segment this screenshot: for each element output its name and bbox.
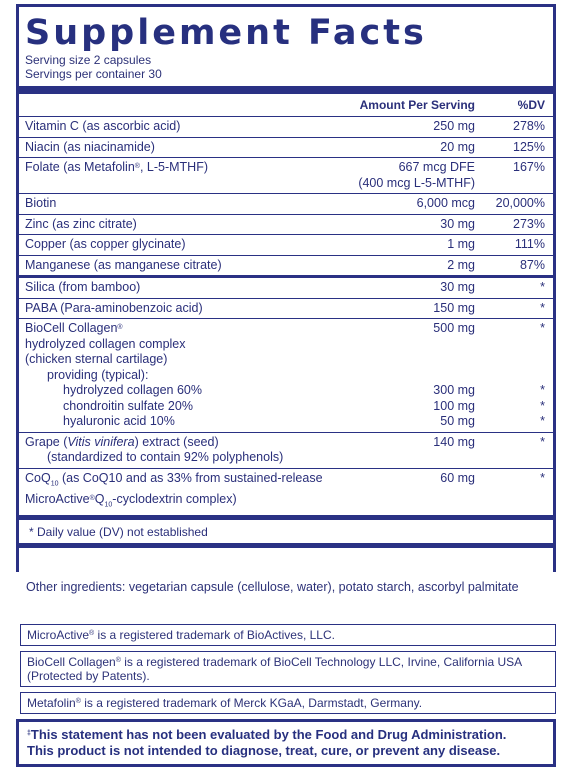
dv-footnote: * Daily value (DV) not established bbox=[29, 524, 208, 539]
table-row: Manganese (as manganese citrate) 2 mg 87% bbox=[25, 257, 545, 272]
table-header bbox=[19, 94, 553, 117]
supplement-facts-panel bbox=[16, 4, 556, 572]
other-ingredients: Other ingredients: vegetarian capsule (cellulose, water), potato starch, ascorbyl palmitate bbox=[26, 580, 519, 594]
table-row: Niacin (as niacinamide) 20 mg 125% bbox=[19, 138, 553, 159]
table-row: Vitamin C (as ascorbic acid) 250 mg 278% bbox=[19, 117, 553, 138]
header-amount: Amount Per Serving bbox=[359, 98, 475, 112]
table-row-biocell: BioCell Collagen® hydrolyzed collagen complex (chicken sternal cartilage) providing (typical): hydrolyzed collagen 60% chondroitin sulfate 20% hyaluronic acid 10% 500 mg 300 mg 100 mg 50 mg * * * * bbox=[19, 319, 553, 433]
divider-thick bbox=[19, 86, 553, 94]
divider-panel-end bbox=[19, 543, 553, 548]
trademark-microactive: MicroActive® is a registered trademark of BioActives, LLC. bbox=[20, 624, 556, 646]
table-row-grape: Grape (Vitis vinifera) extract (seed) (standardized to contain 92% polyphenols) 140 mg * bbox=[19, 433, 553, 469]
table-row-coq10: CoQ$_{10}$ (as CoQ10 and as 33% from sustained-release $MicroActive®Q_{10}$-cyclodextrin complex) 60 mg * bbox=[25, 470, 545, 508]
table-row: Folate (as Metafolin®, L-5-MTHF) 667 mcg DFE (400 mcg L-5-MTHF) 167% bbox=[19, 158, 553, 194]
table-row: Silica (from bamboo) 30 mg * bbox=[19, 278, 553, 299]
fda-disclaimer: ‡This statement has not been evaluated by the Food and Drug Administration. This product is not intended to diagnose, treat, cure, or prevent any disease. bbox=[16, 719, 556, 767]
servings-per-container: Servings per container 30 bbox=[25, 67, 162, 81]
panel-title: Supplement Facts bbox=[25, 13, 427, 53]
table-row: PABA (Para-aminobenzoic acid) 150 mg * bbox=[19, 299, 553, 320]
trademark-biocell: BioCell Collagen® is a registered trademark of BioCell Technology LLC, Irvine, California USA (Protected by Patents). bbox=[20, 651, 556, 687]
table-row: Copper (as copper glycinate) 1 mg 111% bbox=[19, 235, 553, 256]
header-dv: %DV bbox=[517, 98, 545, 112]
table-row: Biotin 6,000 mcg 20,000% bbox=[19, 194, 553, 215]
table-row: Zinc (as zinc citrate) 30 mg 273% bbox=[19, 215, 553, 236]
trademark-metafolin: Metafolin® is a registered trademark of Merck KGaA, Darmstadt, Germany. bbox=[20, 692, 556, 714]
serving-size: Serving size 2 capsules bbox=[25, 53, 152, 67]
